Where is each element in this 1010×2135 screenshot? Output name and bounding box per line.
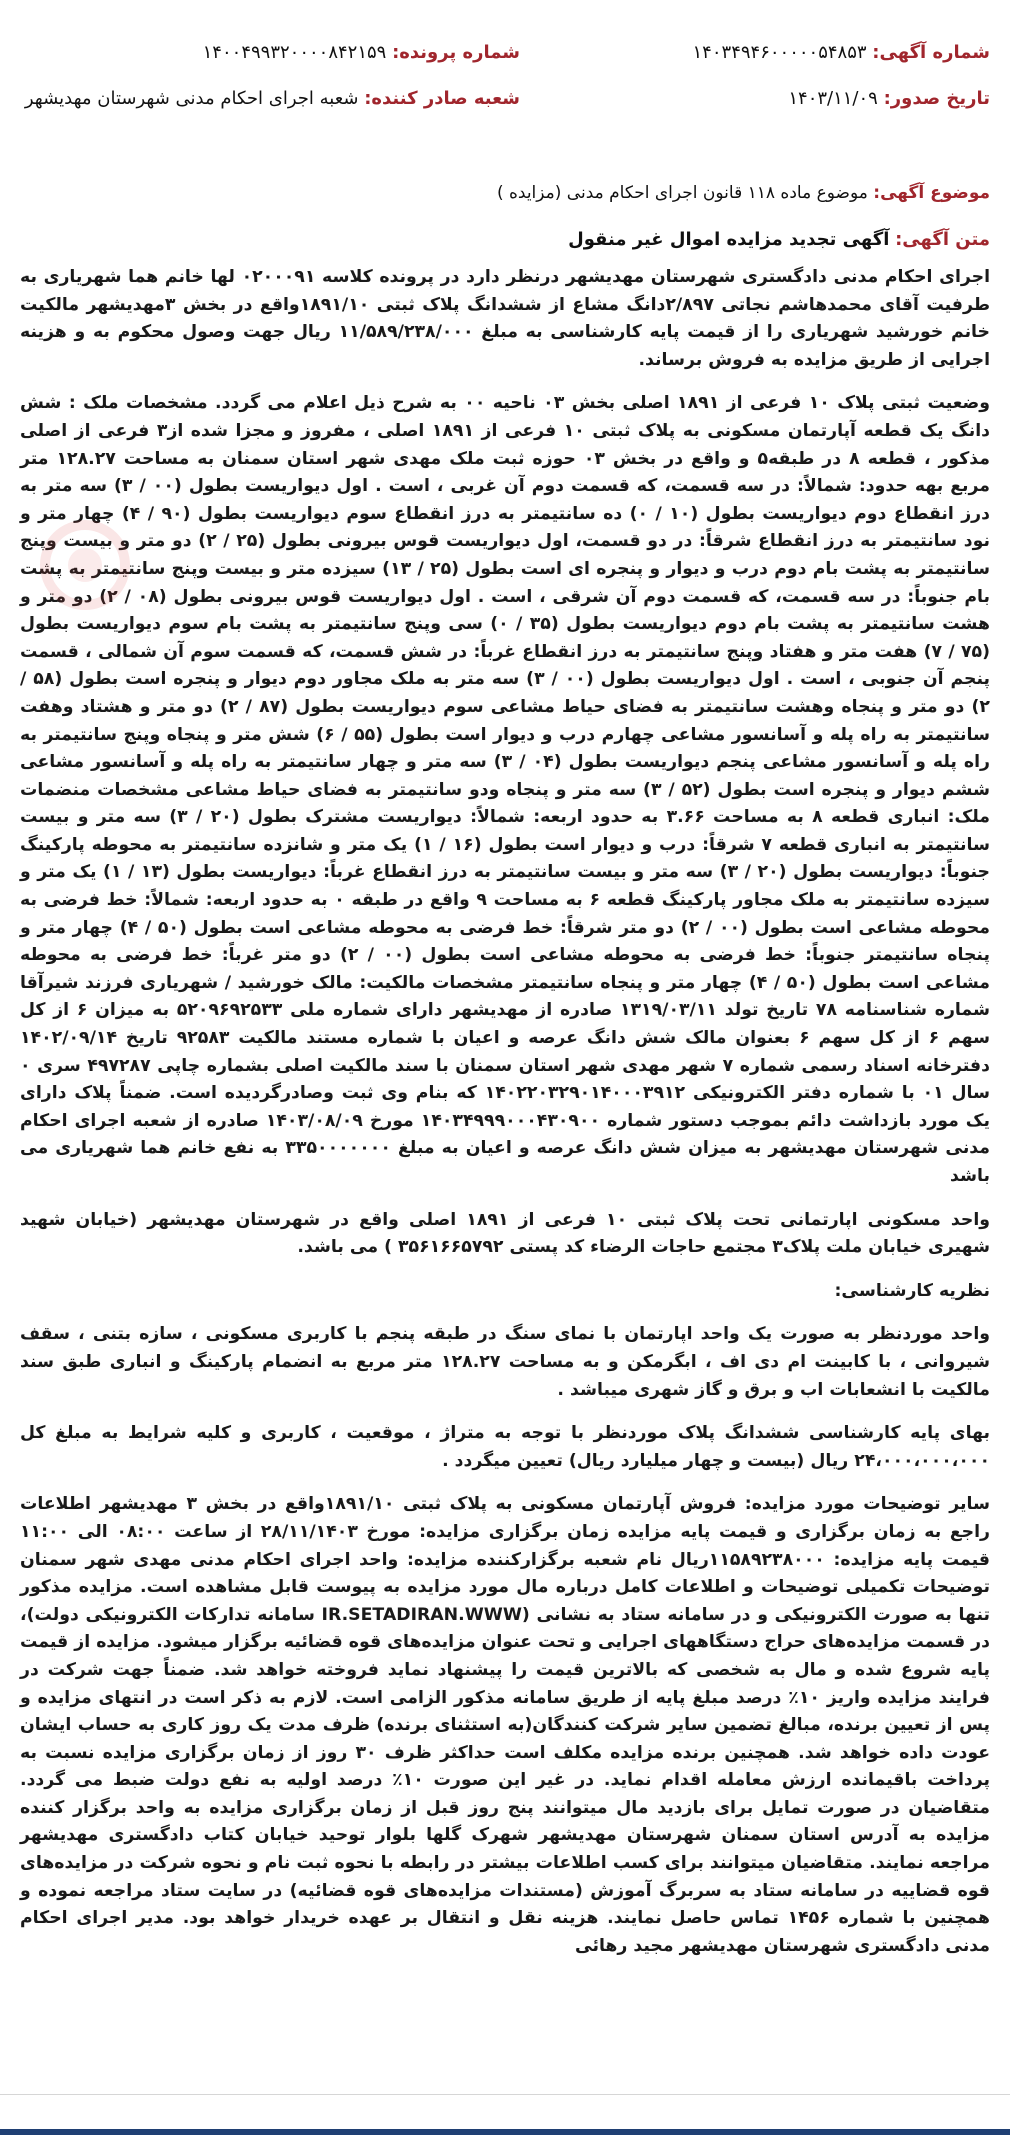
case-number-label: شماره پرونده: (392, 42, 520, 63)
paragraph-auction-intro: اجرای احکام مدنی دادگستری شهرستان مهدیشهر درنظر دارد در پرونده کلاسه ۰۲۰۰۰۹۱ لها خانم هما شهریاری به طرفیت آقای محمدهاشم نجاتی ۲/۸۹۷دانگ مشاع از ششدانگ پلاک ثبتی ۱۸۹۱/۱۰واقع در بخش ۳مهدیشهر مالکیت خانم خورشید شهریاری را از قیمت پایه کارشناسی به مبلغ ۱۱/۵۸۹/۲۳۸/۰۰۰ ریال جهت وصول محکوم به و هزینه اجرایی از طریق مزایده به فروش برساند. (20, 267, 991, 370)
ad-number (693, 40, 990, 66)
issue-date (788, 86, 990, 112)
header (20, 30, 990, 170)
issuing-branch-label: شعبه صادر کننده: (364, 88, 520, 109)
ad-text-value: آگهی تجدید مزایده اموال غیر منقول (568, 229, 890, 250)
ad-subject-value: موضوع ماده ۱۱۸ قانون اجرای احکام مدنی (مزایده ) (496, 183, 868, 203)
issuing-branch (25, 86, 520, 112)
ad-number-label: شماره آگهی: (872, 42, 990, 63)
footer-bar (0, 2094, 1010, 2135)
ad-subject (20, 180, 990, 206)
ad-subject-label: موضوع آگهی: (873, 183, 990, 203)
paragraph-property-registration: وضعیت ثبتی پلاک ۱۰ فرعی از ۱۸۹۱ اصلی بخش ۰۳ ناحیه ۰۰ به شرح ذیل اعلام می گردد. مشخصات ملک : شش دانگ یک قطعه آپارتمان مسکونی به پلاک ثبتی ۱۰ فرعی از ۱۸۹۱ اصلی ، مفروز و مجزا شده از۳ فرعی از اصلی مذکور ، قطعه ۸ در طبقه۵ و واقع در بخش ۰۳ حوزه ثبت ملک مهدی شهر استان سمنان به مساحت ۱۲۸.۲۷ متر مربع بهه حدود: شمالاً: در سه قسمت، که قسمت دوم آن غربی ، است . اول دیواریست بطول (۰۰ / ۳) سه متر به درز انقطاع دوم دیواریست بطول (۱۰ / ۰) ده سانتیمتر به درز انقطاع سوم دیواریست بطول (۹۰ / ۴) چهار متر و نود سانتیمتر به درز انقطاع شرقاً: در دو قسمت، اول دیواریست قوس بیرونی بطول (۲۵ / ۲) دو متر و بیست وپنج سانتیمتر به پشت بام دوم درب و دیوار و پنجره ای است بطول (۲۵ / ۱۳) سیزده متر و بیست وپنج سانتیمتر به پشت بام جنوباً: در سه قسمت، که قسمت دوم آن شرقی ، است . اول دیواریست قوس بیرونی بطول (۰۸ / ۲) دو متر و هشت سانتیمتر به پشت بام دوم دیواریست بطول (۳۵ / ۰) سی وپنج سانتیمتر به پشت بام سوم دیواریست بطول (۷۵ / ۷) هفت متر و هفتاد وپنج سانتیمتر به درز انقطاع غرباً: در شش قسمت، که قسمت سوم آن شمالی ، قسمت پنجم آن جنوبی ، است . اول دیواریست بطول (۰۰ / ۳) سه متر به ملک مجاور دوم دیوار و پنجره است بطول (۵۸ / ۲) دو متر و پنجاه وهشت سانتیمتر به فضای حیاط مشاعی سوم دیواریست بطول (۸۷ / ۲) دو متر و هشتاد وهفت سانتیمتر به راه پله و آسانسور مشاعی چهارم درب و دیوار است بطول (۵۵ / ۶) شش متر و پنجاه وپنج سانتیمتر به راه پله و آسانسور مشاعی پنجم دیواریست بطول (۰۴ / ۳) سه متر و چهار سانتیمتر به راه پله و آسانسور مشاعی ششم دیوار و پنجره است بطول (۵۲ / ۳) سه متر و پنجاه ودو سانتیمتر به فضای حیاط مشاعی مشخصات منضمات ملک: انباری قطعه ۸ به مساحت ۳.۶۶ به حدود اربعه: شمالاً: دیواریست مشترک بطول (۲۰ / ۳) سه متر و بیست سانتیمتر به انباری قطعه ۷ شرقاً: درب و دیوار است بطول (۱۶ / ۱) یک متر و شانزده سانتیمتر به محوطه پارکینگ جنوباً: دیواریست بطول (۲۰ / ۳) سه متر و بیست سانتیمتر به درز انقطاع غرباً: دیواریست بطول (۱۳ / ۱) یک متر و سیزده سانتیمتر به ملک مجاور پارکینگ قطعه ۶ به مساحت ۹ واقع در طبقه ۰ به حدود اربعه: شمالاً: خط فرضی به محوطه مشاعی است بطول (۰۰ / ۲) دو متر شرقاً: خط فرضی به محوطه مشاعی است بطول (۵۰ / ۴) چهار متر و پنجاه سانتیمتر جنوباً: خط فرضی به محوطه مشاعی است بطول (۰۰ / ۲) دو متر غرباً: خط فرضی به محوطه مشاعی است بطول (۵۰ / ۴) چهار متر و پنجاه سانتیمتر مشخصات مالکیت: مالک خورشید / شهریاری فرزند شیرآقا شماره شناسنامه ۷۸ تاریخ تولد ۱۳۱۹/۰۳/۱۱ صادره از مهدیشهر دارای شماره ملی ۵۲۰۹۶۹۲۵۳۳ به میزان ۶ از کل سهم ۶ از کل سهم ۶ بعنوان مالک شش دانگ عرصه و اعیان با شماره مستند مالکیت ۹۲۵۸۳ تاریخ ۱۴۰۲/۰۹/۱۴ دفترخانه اسناد رسمی شماره ۷ شهر مهدی شهر استان سمنان با سند مالکیت اصلی بشماره چاپی ۴۹۷۲۸۷ سری ۰ سال ۰۱ با شماره دفتر الکترونیکی ۱۴۰۲۲۰۳۲۹۰۱۴۰۰۰۳۹۱۲ که بنام وی ثبت وصادرگردیده است. ضمناً پلاک دارای یک مورد بازداشت دائم بموجب دستور شماره ۱۴۰۳۴۹۹۹۰۰۰۴۳۰۹۰۰ مورخ ۱۴۰۳/۰۸/۰۹ صادره از شعبه اجرای احکام مدنی شهرستان مهدیشهر به میزان شش دانگ عرصه و اعیان به مبلغ ۳۳۵۰۰۰۰۰۰۰ به نفع خانم هما شهریاری می باشد (20, 393, 991, 1186)
ad-text (20, 226, 990, 254)
issue-date-value: ۱۴۰۳/۱۱/۰۹ (788, 88, 878, 109)
paragraph-base-price: بهای پایه کارشناسی ششدانگ پلاک موردنظر با توجه به متراژ ، موقعیت ، کاربری و کلیه شرایط به مبلغ کل ۲۴،۰۰۰،۰۰۰،۰۰۰ ریال (بیست و چهار میلیارد ریال) تعیین میگردد . (20, 1423, 990, 1471)
ad-text-label: متن آگهی: (895, 229, 990, 250)
paragraph-expert-opinion-heading: نظریه کارشناسی: (834, 1280, 990, 1301)
ad-number-value: ۱۴۰۳۴۹۴۶۰۰۰۰۰۵۴۸۵۳ (692, 42, 867, 63)
paragraph-expert-opinion: واحد موردنظر به صورت یک واحد اپارتمان با نمای سنگ در طبقه پنجم با کاربری مسکونی ، سازه بتنی ، سقف شیروانی ، با کابینت ام دی اف ، ابگرمکن و به مساحت ۱۲۸.۲۷ متر مربع به انضمام پارکینگ و انباری طبق سند مالکیت با انشعابات اب و برق و گاز شهری میباشد . (20, 1324, 990, 1400)
case-number-value: ۱۴۰۰۴۹۹۳۲۰۰۰۰۸۴۲۱۵۹ (202, 42, 387, 63)
paragraph-other-details: سایر توضیحات مورد مزایده: فروش آپارتمان مسکونی به پلاک ثبتی ۱۸۹۱/۱۰واقع در بخش ۳ مهدیشهر اطلاعات راجع به زمان برگزاری و قیمت پایه مزایده زمان برگزاری مزایده: مورخ ۲۸/۱۱/۱۴۰۳ از ساعت ۰۸:۰۰ الی ۱۱:۰۰ قیمت پایه مزایده: ۱۱۵۸۹۲۳۸۰۰۰ریال نام شعبه برگزارکننده مزایده: واحد اجرای احکام مدنی مهدی شهر سمنان توضیحات تکمیلی توضیحات و اطلاعات کامل درباره مال مورد مزایده به پیوست قابل مشاهده است. مزایده مذکور تنها به صورت الکترونیکی و در سامانه ستاد به نشانی (IR.SETADIRAN.WWW سامانه تدارکات الکترونیکی دولت)، در قسمت مزایده‌های حراج دستگاههای اجرایی و تحت عنوان مزایده‌های قوه قضائیه برگزار میشود. مزایده از قیمت پایه شروع شده و مال به شخصی که بالاترین قیمت را پیشنهاد نماید فروخته خواهد شد. ضمناً جهت شرکت در فرایند مزایده واریز ۱۰٪ درصد مبلغ پایه از طریق سامانه مذکور الزامی است. لازم به ذکر است در انتهای مزایده و پس از تعیین برنده، مبالغ تضمین سایر شرکت کنندگان(به استثنای برنده) ظرف مدت یک روز کاری به حساب ایشان عودت داده خواهد شد. همچنین برنده مزایده مکلف است حداکثر ظرف ۳۰ روز از زمان برگزاری مزایده نسبت به پرداخت باقیمانده ارزش معامله اقدام نماید. در غیر این صورت ۱۰٪ درصد اولیه به نفع دولت ضبط می گردد. متقاضیان در صورت تمایل برای بازدید مال میتوانند پنج روز قبل از زمان برگزاری مزایده به واحد برگزار کننده مزایده به آدرس استان سمنان شهرستان مهدیشهر شهرک گلها بلوار توحید خیابان کتاب دادگستری مهدیشهر مراجعه نمایند. متقاضیان میتوانند برای کسب اطلاعات بیشتر در رابطه با نحوه ثبت نام و نحوه شرکت در مزایده‌های قوه قضاییه در سامانه ستاد به سربرگ آموزش (مستندات مزایده‌های قوه قضائیه) در سایت ستاد مراجعه نموده و همچنین با شماره ۱۴۵۶ تماس حاصل نمایند. هزینه نقل و انتقال بر عهده خریدار خواهد بود. مدیر اجرای احکام مدنی دادگستری شهرستان مهدیشهر مجید رهائی (20, 1494, 991, 1956)
case-number (203, 40, 520, 66)
stamp-watermark-icon (40, 520, 130, 610)
issue-date-label: تاریخ صدور: (883, 88, 990, 109)
paragraph-property-address: واحد مسکونی اپارتمانی تحت پلاک ثبتی ۱۰ فرعی از ۱۸۹۱ اصلی واقع در شهرستان مهدیشهر (خیابان شهید شهیری خیابان ملت پلاک۳ مجتمع حاجات الرضاء کد پستی ۳۵۶۱۶۶۵۷۹۲ ) می باشد. (20, 1209, 990, 1258)
issuing-branch-value: شعبه اجرای احکام مدنی شهرستان مهدیشهر (24, 88, 359, 109)
